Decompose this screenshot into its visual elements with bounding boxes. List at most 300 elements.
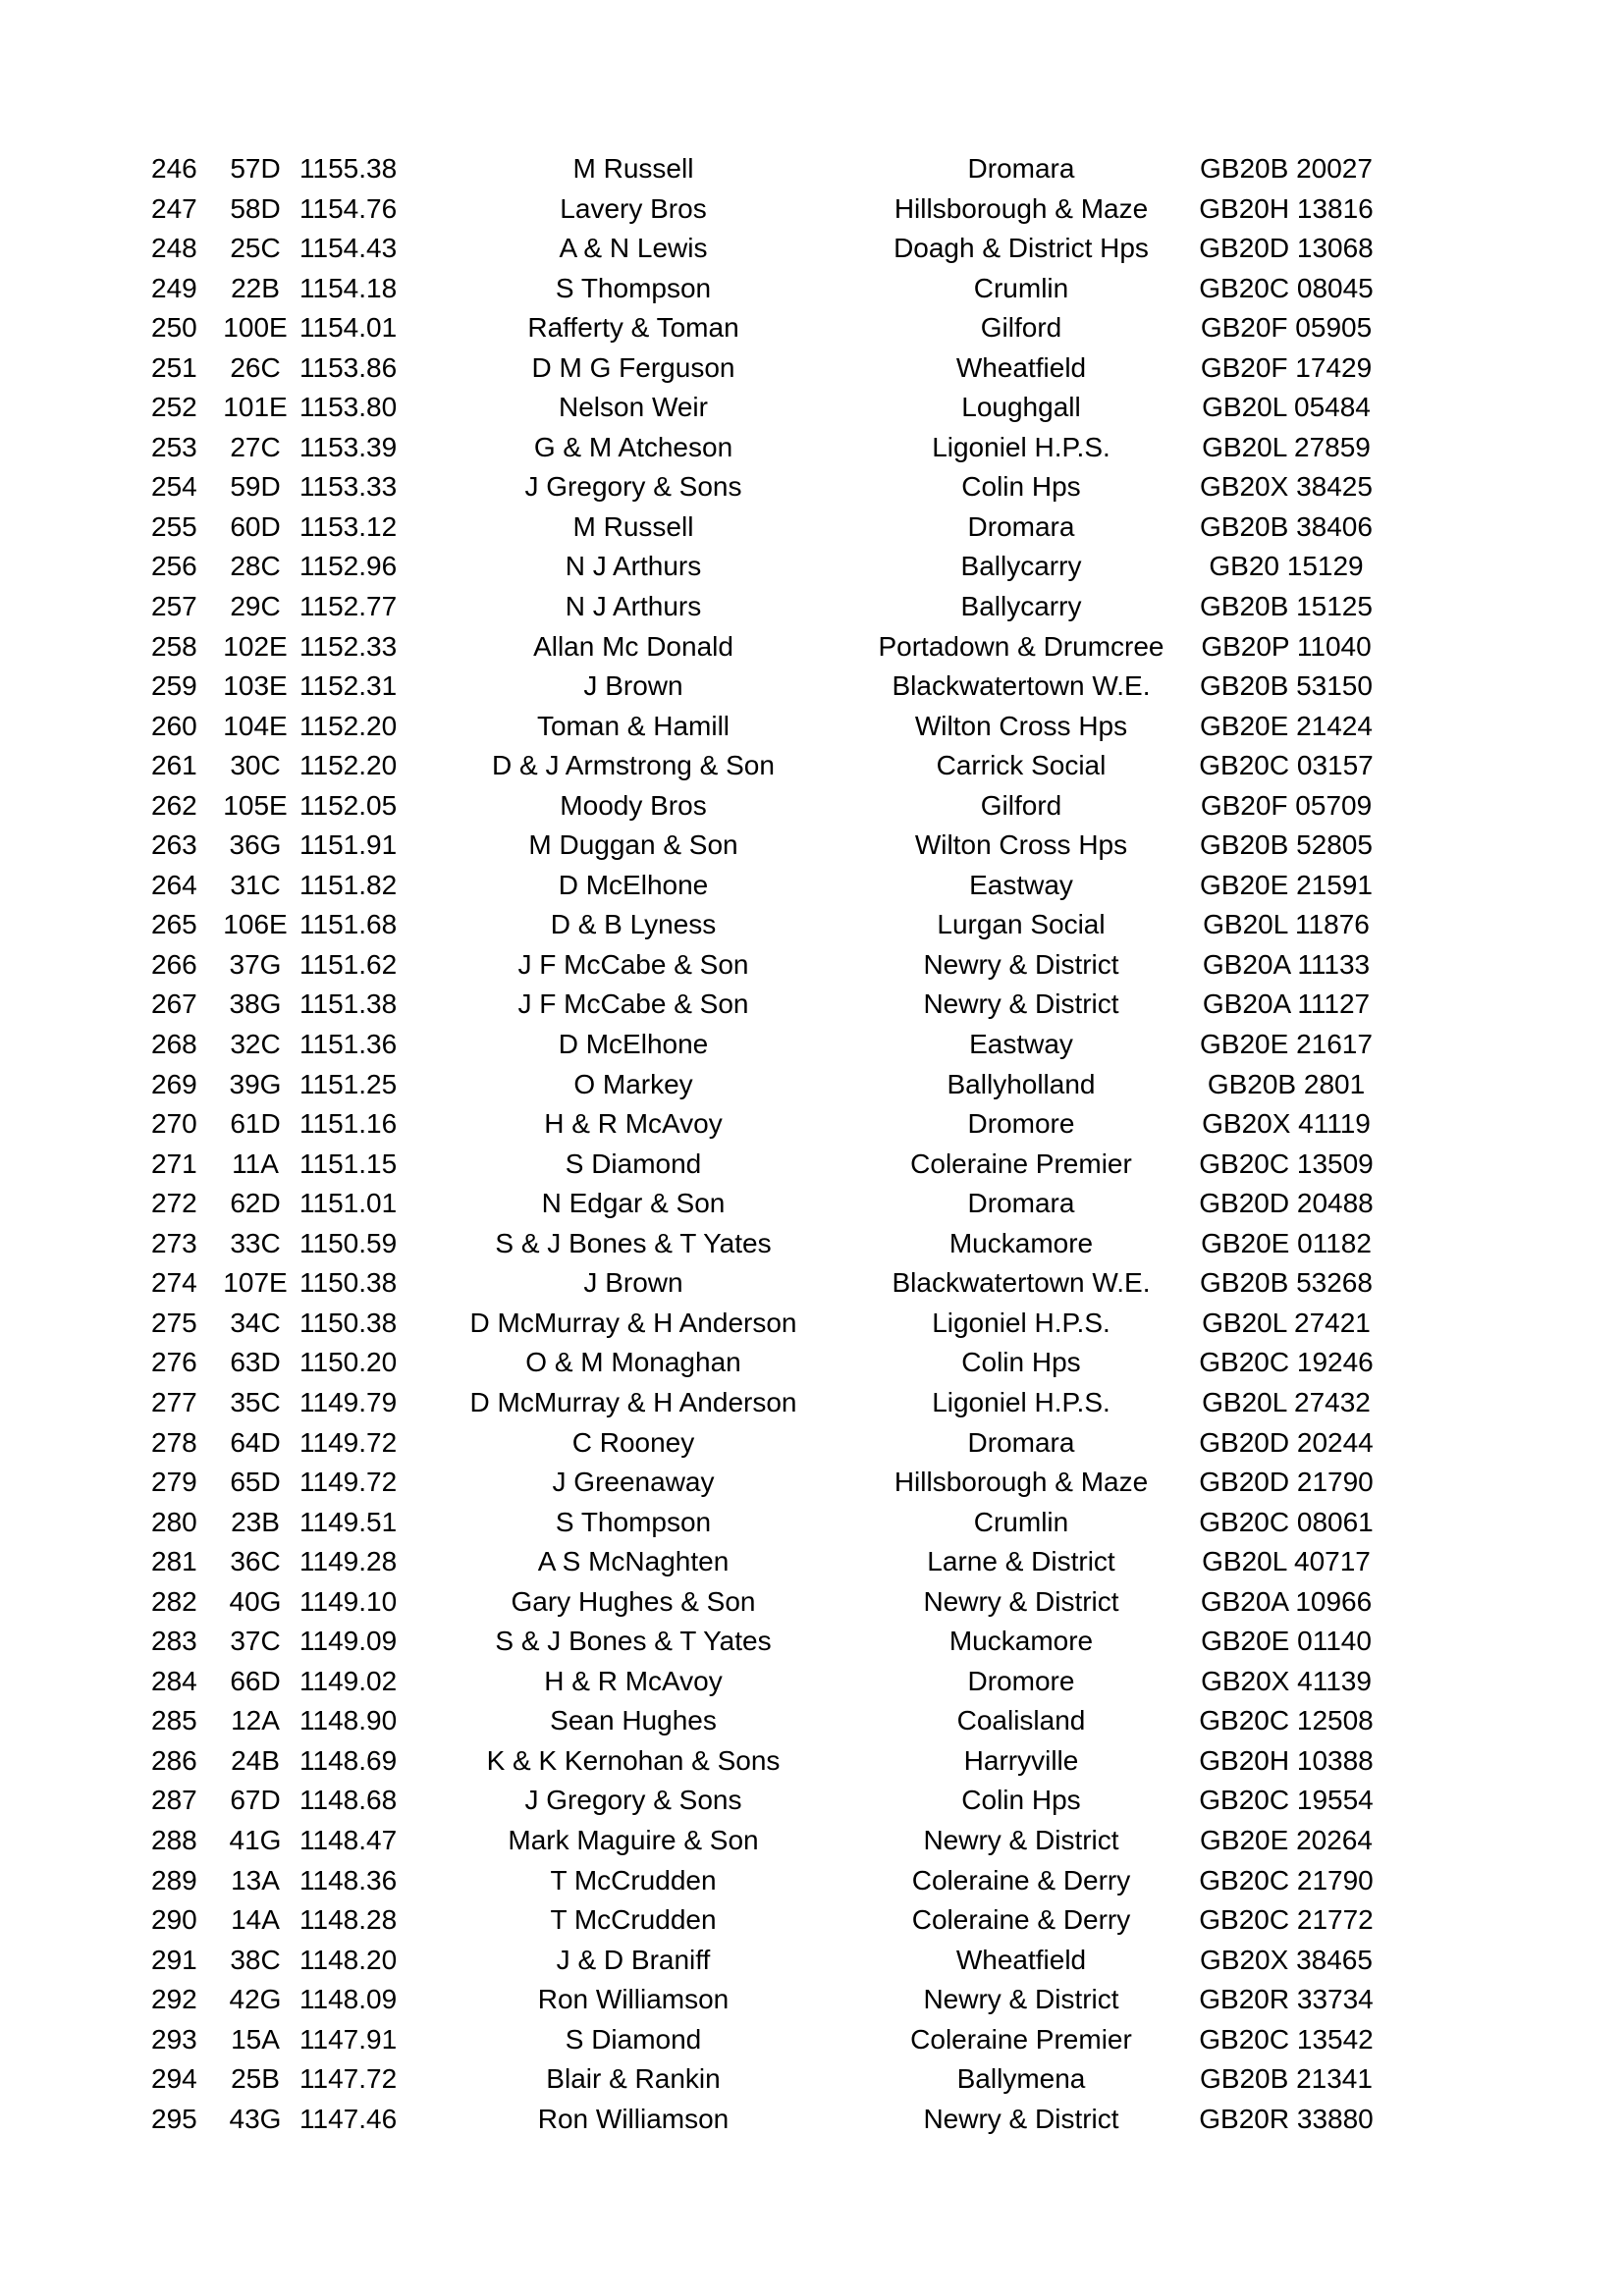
- member-name-cell: N J Arthurs: [565, 591, 702, 622]
- ring-number-cell: GB20 15129: [1209, 551, 1364, 582]
- ring-number-cell: GB20C 08061: [1199, 1506, 1374, 1537]
- member-name-cell: J Brown: [583, 670, 683, 702]
- position-cell: 272: [151, 1188, 197, 1219]
- table-row: [137, 866, 1414, 906]
- table-row: [137, 587, 1414, 627]
- position-cell: 294: [151, 2063, 197, 2095]
- club-cell: Carrick Social: [936, 750, 1107, 781]
- club-cell: Dromore: [967, 1108, 1075, 1140]
- table-row: [137, 1145, 1414, 1185]
- club-cell: Lurgan Social: [937, 909, 1106, 940]
- section-cell: 12A: [231, 1705, 280, 1736]
- velocity-cell: 1152.31: [299, 670, 398, 702]
- member-name-cell: J Brown: [583, 1267, 683, 1299]
- velocity-cell: 1147.46: [299, 2103, 398, 2134]
- club-cell: Dromara: [967, 1426, 1075, 1458]
- position-cell: 267: [151, 988, 197, 1020]
- member-name-cell: K & K Kernohan & Sons: [486, 1744, 781, 1776]
- section-cell: 33C: [230, 1227, 281, 1258]
- table-row: [137, 1263, 1414, 1304]
- section-cell: 104E: [223, 710, 288, 741]
- ring-number-cell: GB20L 11876: [1203, 909, 1370, 940]
- table-row: [137, 189, 1414, 230]
- position-cell: 288: [151, 1824, 197, 1855]
- ring-number-cell: GB20L 05484: [1202, 392, 1371, 423]
- velocity-cell: 1153.80: [299, 392, 398, 423]
- member-name-cell: J F McCabe & Son: [517, 948, 749, 980]
- section-cell: 34C: [230, 1307, 281, 1338]
- velocity-cell: 1151.82: [299, 869, 398, 900]
- position-cell: 274: [151, 1267, 197, 1299]
- section-cell: 11A: [232, 1148, 279, 1179]
- velocity-cell: 1151.62: [299, 948, 398, 980]
- position-cell: 260: [151, 710, 197, 741]
- member-name-cell: Mark Maguire & Son: [508, 1824, 759, 1855]
- club-cell: Ballymena: [956, 2063, 1086, 2095]
- velocity-cell: 1151.16: [299, 1108, 398, 1140]
- member-name-cell: J Gregory & Sons: [524, 1785, 742, 1816]
- section-cell: 102E: [223, 630, 288, 662]
- section-cell: 39G: [229, 1068, 282, 1099]
- position-cell: 248: [151, 233, 197, 264]
- club-cell: Dromara: [967, 153, 1075, 184]
- ring-number-cell: GB20L 40717: [1202, 1546, 1371, 1577]
- member-name-cell: Ron Williamson: [537, 1984, 730, 2015]
- section-cell: 28C: [230, 551, 281, 582]
- member-name-cell: D McElhone: [558, 869, 709, 900]
- results-table: [137, 149, 1414, 2139]
- table-row: [137, 1184, 1414, 1224]
- club-cell: Harryville: [963, 1744, 1079, 1776]
- velocity-cell: 1154.01: [299, 312, 398, 344]
- ring-number-cell: GB20C 13542: [1199, 2023, 1374, 2055]
- position-cell: 251: [151, 351, 197, 383]
- club-cell: Newry & District: [923, 1824, 1119, 1855]
- club-cell: Loughgall: [961, 392, 1081, 423]
- club-cell: Newry & District: [923, 2103, 1119, 2134]
- member-name-cell: A & N Lewis: [559, 233, 708, 264]
- club-cell: Eastway: [969, 1029, 1073, 1060]
- position-cell: 250: [151, 312, 197, 344]
- velocity-cell: 1147.72: [299, 2063, 398, 2095]
- club-cell: Newry & District: [923, 988, 1119, 1020]
- member-name-cell: H & R McAvoy: [544, 1108, 723, 1140]
- velocity-cell: 1152.33: [299, 630, 398, 662]
- position-cell: 282: [151, 1585, 197, 1617]
- table-row: [137, 1343, 1414, 1383]
- member-name-cell: Sean Hughes: [550, 1705, 717, 1736]
- member-name-cell: S Thompson: [555, 1506, 712, 1537]
- member-name-cell: Rafferty & Toman: [527, 312, 739, 344]
- table-row: [137, 348, 1414, 389]
- velocity-cell: 1149.51: [299, 1506, 398, 1537]
- table-row: [137, 627, 1414, 667]
- table-row: [137, 1741, 1414, 1782]
- ring-number-cell: GB20D 20244: [1199, 1426, 1374, 1458]
- section-cell: 32C: [230, 1029, 281, 1060]
- section-cell: 38C: [230, 1944, 281, 1975]
- ring-number-cell: GB20A 10966: [1200, 1585, 1373, 1617]
- position-cell: 279: [151, 1467, 197, 1498]
- velocity-cell: 1148.36: [299, 1864, 398, 1896]
- table-row: [137, 1383, 1414, 1423]
- member-name-cell: Lavery Bros: [560, 192, 707, 224]
- ring-number-cell: GB20B 53150: [1200, 670, 1373, 702]
- section-cell: 30C: [230, 750, 281, 781]
- velocity-cell: 1152.20: [299, 710, 398, 741]
- table-row: [137, 746, 1414, 786]
- section-cell: 14A: [231, 1904, 280, 1936]
- position-cell: 287: [151, 1785, 197, 1816]
- club-cell: Wilton Cross Hps: [914, 829, 1128, 861]
- ring-number-cell: GB20L 27432: [1202, 1386, 1371, 1417]
- club-cell: Hillsborough & Maze: [893, 1467, 1149, 1498]
- velocity-cell: 1150.38: [299, 1307, 398, 1338]
- section-cell: 107E: [223, 1267, 288, 1299]
- position-cell: 253: [151, 431, 197, 462]
- member-name-cell: S Diamond: [565, 2023, 702, 2055]
- table-row: [137, 1542, 1414, 1582]
- velocity-cell: 1150.38: [299, 1267, 398, 1299]
- club-cell: Doagh & District Hps: [893, 233, 1149, 264]
- club-cell: Coleraine & Derry: [911, 1864, 1131, 1896]
- ring-number-cell: GB20D 20488: [1199, 1188, 1374, 1219]
- velocity-cell: 1149.79: [299, 1386, 398, 1417]
- velocity-cell: 1149.72: [299, 1467, 398, 1498]
- section-cell: 100E: [223, 312, 288, 344]
- table-row: [137, 1104, 1414, 1145]
- table-row: [137, 1781, 1414, 1821]
- ring-number-cell: GB20E 01140: [1201, 1626, 1372, 1657]
- club-cell: Crumlin: [973, 1506, 1069, 1537]
- section-cell: 27C: [230, 431, 281, 462]
- ring-number-cell: GB20B 53268: [1200, 1267, 1373, 1299]
- table-row: [137, 945, 1414, 986]
- velocity-cell: 1153.12: [299, 510, 398, 542]
- club-cell: Colin Hps: [961, 1347, 1081, 1378]
- velocity-cell: 1150.20: [299, 1347, 398, 1378]
- velocity-cell: 1154.18: [299, 272, 398, 303]
- table-row: [137, 1980, 1414, 2020]
- ring-number-cell: GB20E 21424: [1200, 710, 1373, 741]
- position-cell: 266: [151, 948, 197, 980]
- table-row: [137, 547, 1414, 587]
- section-cell: 15A: [231, 2023, 280, 2055]
- section-cell: 25C: [230, 233, 281, 264]
- velocity-cell: 1151.91: [299, 829, 398, 861]
- section-cell: 35C: [230, 1386, 281, 1417]
- section-cell: 43G: [229, 2103, 282, 2134]
- section-cell: 106E: [223, 909, 288, 940]
- table-row: [137, 1701, 1414, 1741]
- velocity-cell: 1153.86: [299, 351, 398, 383]
- club-cell: Ballycarry: [960, 591, 1082, 622]
- ring-number-cell: GB20B 2801: [1207, 1068, 1366, 1099]
- position-cell: 292: [151, 1984, 197, 2015]
- club-cell: Coleraine Premier: [910, 1148, 1132, 1179]
- table-row: [137, 707, 1414, 747]
- club-cell: Newry & District: [923, 948, 1119, 980]
- table-row: [137, 1622, 1414, 1662]
- position-cell: 264: [151, 869, 197, 900]
- ring-number-cell: GB20L 27421: [1202, 1307, 1371, 1338]
- member-name-cell: N Edgar & Son: [541, 1188, 726, 1219]
- member-name-cell: Gary Hughes & Son: [511, 1585, 756, 1617]
- section-cell: 29C: [230, 591, 281, 622]
- member-name-cell: S Thompson: [555, 272, 712, 303]
- table-row: [137, 1821, 1414, 1861]
- table-row: [137, 507, 1414, 548]
- member-name-cell: N J Arthurs: [565, 551, 702, 582]
- table-row: [137, 1503, 1414, 1543]
- position-cell: 249: [151, 272, 197, 303]
- club-cell: Blackwatertown W.E.: [892, 670, 1151, 702]
- velocity-cell: 1148.47: [299, 1824, 398, 1855]
- club-cell: Portadown & Drumcree: [878, 630, 1164, 662]
- club-cell: Wheatfield: [955, 351, 1087, 383]
- ring-number-cell: GB20H 10388: [1199, 1744, 1374, 1776]
- member-name-cell: Blair & Rankin: [546, 2063, 721, 2095]
- velocity-cell: 1150.59: [299, 1227, 398, 1258]
- ring-number-cell: GB20A 11127: [1202, 988, 1371, 1020]
- table-row: [137, 1025, 1414, 1065]
- position-cell: 246: [151, 153, 197, 184]
- member-name-cell: M Duggan & Son: [528, 829, 738, 861]
- velocity-cell: 1149.02: [299, 1665, 398, 1696]
- ring-number-cell: GB20B 15125: [1200, 591, 1373, 622]
- velocity-cell: 1151.68: [299, 909, 398, 940]
- ring-number-cell: GB20X 38465: [1200, 1944, 1373, 1975]
- club-cell: Blackwatertown W.E.: [892, 1267, 1151, 1299]
- table-row: [137, 1900, 1414, 1941]
- member-name-cell: Allan Mc Donald: [533, 630, 733, 662]
- table-row: [137, 1065, 1414, 1105]
- member-name-cell: C Rooney: [571, 1426, 695, 1458]
- position-cell: 270: [151, 1108, 197, 1140]
- club-cell: Dromara: [967, 1188, 1075, 1219]
- velocity-cell: 1148.28: [299, 1904, 398, 1936]
- section-cell: 57D: [230, 153, 281, 184]
- member-name-cell: D McMurray & H Anderson: [469, 1386, 797, 1417]
- section-cell: 65D: [230, 1467, 281, 1498]
- table-row: [137, 2020, 1414, 2060]
- section-cell: 59D: [230, 471, 281, 503]
- position-cell: 289: [151, 1864, 197, 1896]
- ring-number-cell: GB20X 38425: [1200, 471, 1373, 503]
- club-cell: Muckamore: [948, 1227, 1094, 1258]
- ring-number-cell: GB20C 19246: [1199, 1347, 1374, 1378]
- position-cell: 285: [151, 1705, 197, 1736]
- position-cell: 284: [151, 1665, 197, 1696]
- club-cell: Colin Hps: [961, 471, 1081, 503]
- ring-number-cell: GB20C 19554: [1199, 1785, 1374, 1816]
- table-row: [137, 1941, 1414, 1981]
- section-cell: 63D: [230, 1347, 281, 1378]
- velocity-cell: 1149.28: [299, 1546, 398, 1577]
- section-cell: 66D: [230, 1665, 281, 1696]
- position-cell: 278: [151, 1426, 197, 1458]
- position-cell: 280: [151, 1506, 197, 1537]
- club-cell: Larne & District: [927, 1546, 1115, 1577]
- ring-number-cell: GB20X 41119: [1202, 1108, 1371, 1140]
- position-cell: 268: [151, 1029, 197, 1060]
- club-cell: Coleraine Premier: [910, 2023, 1132, 2055]
- table-row: [137, 667, 1414, 707]
- position-cell: 261: [151, 750, 197, 781]
- member-name-cell: A S McNaghten: [537, 1546, 730, 1577]
- table-row: [137, 786, 1414, 827]
- position-cell: 290: [151, 1904, 197, 1936]
- club-cell: Ligoniel H.P.S.: [932, 1386, 1110, 1417]
- club-cell: Ballyholland: [947, 1068, 1096, 1099]
- ring-number-cell: GB20F 05709: [1200, 789, 1373, 821]
- table-row: [137, 905, 1414, 945]
- velocity-cell: 1148.69: [299, 1744, 398, 1776]
- velocity-cell: 1151.15: [299, 1148, 398, 1179]
- table-row: [137, 229, 1414, 269]
- position-cell: 281: [151, 1546, 197, 1577]
- club-cell: Dromore: [967, 1665, 1075, 1696]
- section-cell: 40G: [229, 1585, 282, 1617]
- ring-number-cell: GB20D 13068: [1199, 233, 1374, 264]
- ring-number-cell: GB20C 21790: [1199, 1864, 1374, 1896]
- member-name-cell: Nelson Weir: [559, 392, 708, 423]
- section-cell: 103E: [223, 670, 288, 702]
- position-cell: 276: [151, 1347, 197, 1378]
- member-name-cell: J F McCabe & Son: [517, 988, 749, 1020]
- ring-number-cell: GB20B 52805: [1200, 829, 1373, 861]
- section-cell: 101E: [223, 392, 288, 423]
- ring-number-cell: GB20R 33880: [1199, 2103, 1374, 2134]
- member-name-cell: M Russell: [572, 153, 694, 184]
- club-cell: Gilford: [980, 312, 1062, 344]
- member-name-cell: J & D Braniff: [556, 1944, 711, 1975]
- member-name-cell: O & M Monaghan: [525, 1347, 741, 1378]
- section-cell: 25B: [231, 2063, 280, 2095]
- position-cell: 273: [151, 1227, 197, 1258]
- club-cell: Colin Hps: [961, 1785, 1081, 1816]
- section-cell: 36G: [229, 829, 282, 861]
- ring-number-cell: GB20L 27859: [1202, 431, 1371, 462]
- member-name-cell: D M G Ferguson: [531, 351, 735, 383]
- velocity-cell: 1152.20: [299, 750, 398, 781]
- position-cell: 254: [151, 471, 197, 503]
- club-cell: Ballycarry: [960, 551, 1082, 582]
- position-cell: 271: [151, 1148, 197, 1179]
- velocity-cell: 1151.36: [299, 1029, 398, 1060]
- velocity-cell: 1152.05: [299, 789, 398, 821]
- velocity-cell: 1148.90: [299, 1705, 398, 1736]
- table-row: [137, 1582, 1414, 1623]
- table-row: [137, 1662, 1414, 1702]
- member-name-cell: Moody Bros: [560, 789, 707, 821]
- table-row: [137, 2100, 1414, 2140]
- table-row: [137, 269, 1414, 309]
- table-row: [137, 1304, 1414, 1344]
- section-cell: 22B: [231, 272, 280, 303]
- member-name-cell: J Greenaway: [552, 1467, 715, 1498]
- velocity-cell: 1153.39: [299, 431, 398, 462]
- member-name-cell: D McMurray & H Anderson: [469, 1307, 797, 1338]
- position-cell: 256: [151, 551, 197, 582]
- velocity-cell: 1155.38: [299, 153, 398, 184]
- table-row: [137, 467, 1414, 507]
- velocity-cell: 1151.25: [299, 1068, 398, 1099]
- member-name-cell: D & J Armstrong & Son: [492, 750, 775, 781]
- section-cell: 23B: [231, 1506, 280, 1537]
- velocity-cell: 1149.10: [299, 1585, 398, 1617]
- ring-number-cell: GB20C 08045: [1199, 272, 1374, 303]
- position-cell: 269: [151, 1068, 197, 1099]
- ring-number-cell: GB20C 21772: [1199, 1904, 1374, 1936]
- ring-number-cell: GB20R 33734: [1199, 1984, 1374, 2015]
- section-cell: 64D: [230, 1426, 281, 1458]
- ring-number-cell: GB20B 20027: [1200, 153, 1373, 184]
- position-cell: 252: [151, 392, 197, 423]
- club-cell: Newry & District: [923, 1585, 1119, 1617]
- ring-number-cell: GB20E 21591: [1200, 869, 1373, 900]
- position-cell: 262: [151, 789, 197, 821]
- club-cell: Coalisland: [956, 1705, 1086, 1736]
- position-cell: 275: [151, 1307, 197, 1338]
- table-row: [137, 1861, 1414, 1901]
- position-cell: 263: [151, 829, 197, 861]
- ring-number-cell: GB20X 41139: [1201, 1665, 1372, 1696]
- section-cell: 60D: [230, 510, 281, 542]
- ring-number-cell: GB20F 05905: [1200, 312, 1373, 344]
- member-name-cell: D McElhone: [558, 1029, 709, 1060]
- velocity-cell: 1152.77: [299, 591, 398, 622]
- section-cell: 105E: [223, 789, 288, 821]
- section-cell: 24B: [231, 1744, 280, 1776]
- position-cell: 293: [151, 2023, 197, 2055]
- velocity-cell: 1149.72: [299, 1426, 398, 1458]
- velocity-cell: 1152.96: [299, 551, 398, 582]
- section-cell: 41G: [229, 1824, 282, 1855]
- position-cell: 247: [151, 192, 197, 224]
- club-cell: Newry & District: [923, 1984, 1119, 2015]
- member-name-cell: S & J Bones & T Yates: [495, 1626, 772, 1657]
- club-cell: Coleraine & Derry: [911, 1904, 1131, 1936]
- ring-number-cell: GB20C 13509: [1199, 1148, 1374, 1179]
- club-cell: Crumlin: [973, 272, 1069, 303]
- section-cell: 67D: [230, 1785, 281, 1816]
- ring-number-cell: GB20D 21790: [1199, 1467, 1374, 1498]
- section-cell: 58D: [230, 192, 281, 224]
- club-cell: Hillsborough & Maze: [893, 192, 1149, 224]
- member-name-cell: Ron Williamson: [537, 2103, 730, 2134]
- position-cell: 265: [151, 909, 197, 940]
- club-cell: Muckamore: [948, 1626, 1094, 1657]
- member-name-cell: Toman & Hamill: [536, 710, 731, 741]
- section-cell: 37C: [230, 1626, 281, 1657]
- velocity-cell: 1154.43: [299, 233, 398, 264]
- section-cell: 31C: [230, 869, 281, 900]
- member-name-cell: O Markey: [573, 1068, 693, 1099]
- ring-number-cell: GB20C 12508: [1199, 1705, 1374, 1736]
- table-row: [137, 149, 1414, 189]
- member-name-cell: T McCrudden: [550, 1864, 717, 1896]
- section-cell: 61D: [230, 1108, 281, 1140]
- table-row: [137, 308, 1414, 348]
- velocity-cell: 1154.76: [299, 192, 398, 224]
- position-cell: 257: [151, 591, 197, 622]
- table-row: [137, 388, 1414, 428]
- velocity-cell: 1151.01: [299, 1188, 398, 1219]
- section-cell: 62D: [230, 1188, 281, 1219]
- club-cell: Dromara: [967, 510, 1075, 542]
- table-row: [137, 1463, 1414, 1503]
